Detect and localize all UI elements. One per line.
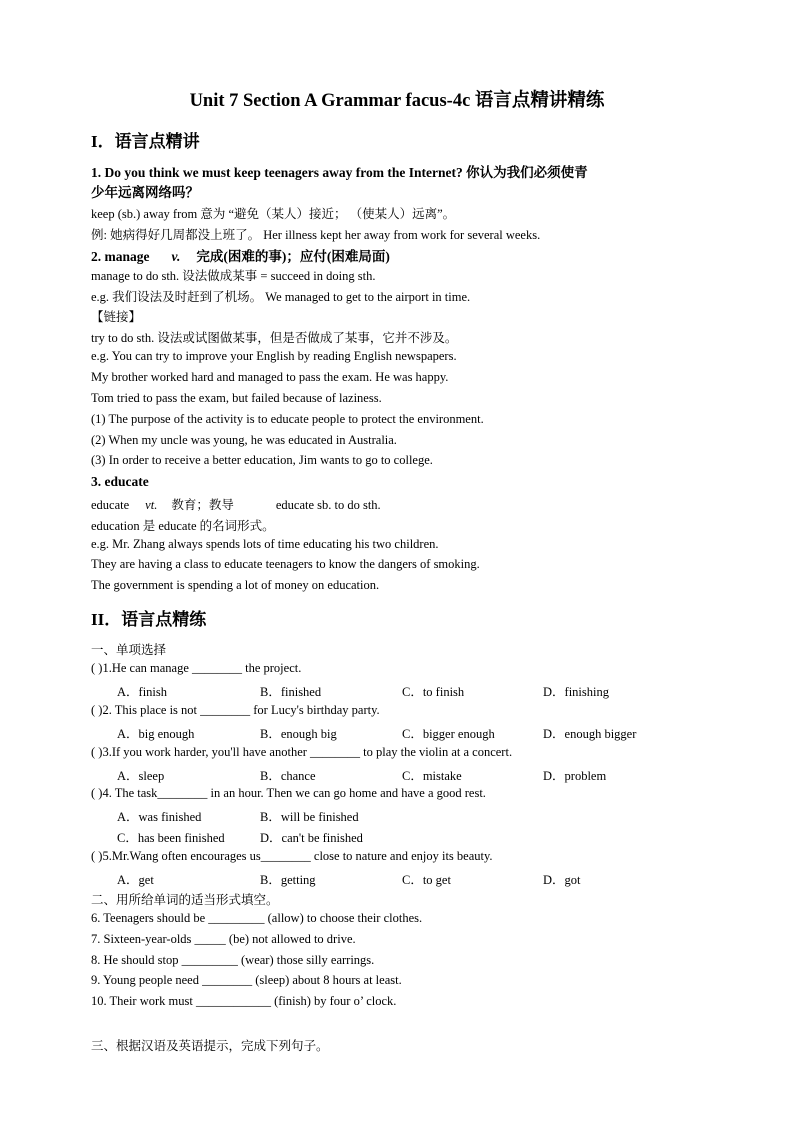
q1-option-a[interactable]: A．finish: [117, 685, 168, 699]
point2-line: (2) When my uncle was young, he was educated in Australia.: [91, 433, 397, 447]
point3-heading: 3. educate: [91, 474, 149, 489]
q2-option-a[interactable]: A．big enough: [117, 727, 195, 741]
point1-question: 1. Do you think we must keep teenagers away from the Internet? 你认为我们必须使青: [91, 165, 588, 180]
fill-question-6: 6. Teenagers should be _________ (allow) to choose their clothes.: [91, 911, 423, 925]
point3-pos: vt.: [145, 498, 158, 512]
point2-line: e.g. You can try to improve your English by reading English newspapers.: [91, 349, 457, 363]
point3-line: [91, 495, 381, 513]
subsection-multiple-choice: 一、单项选择: [91, 643, 167, 657]
q5-option-d[interactable]: D．got: [543, 873, 581, 887]
point1-example: 例: 她病得好几周都没上班了。 Her illness kept her away from work for several weeks.: [91, 228, 541, 242]
point3-word: educate: [91, 498, 130, 512]
page-title: Unit 7 Section A Grammar facus-4c 语言点精讲精练: [189, 91, 605, 111]
q3-option-c[interactable]: C．mistake: [402, 769, 462, 783]
point3-line: The government is spending a lot of money on education.: [91, 578, 380, 592]
point1-question-cont: 少年远离网络吗？: [91, 185, 199, 200]
q3-option-a[interactable]: A．sleep: [117, 769, 165, 783]
section-heading-practice: II．语言点精练: [91, 610, 207, 629]
fill-question-8: 8. He should stop _________ (wear) those silly earrings.: [91, 953, 375, 967]
q3-option-d[interactable]: D．problem: [543, 769, 607, 783]
point2-line: Tom tried to pass the exam, but failed because of laziness.: [91, 391, 382, 405]
fill-question-10: 10. Their work must ____________ (finish) by four o’ clock.: [91, 994, 397, 1008]
q2-option-d[interactable]: D．enough bigger: [543, 727, 637, 741]
question-4: ( )4. The task________ in an hour. Then we can go home and have a good rest.: [91, 786, 486, 800]
question-5: ( )5.Mr.Wang often encourages us________ close to nature and enjoy its beauty.: [91, 849, 493, 863]
point3-line: e.g. Mr. Zhang always spends lots of time educating his two children.: [91, 537, 439, 551]
point3-pattern: educate sb. to do sth.: [275, 498, 381, 512]
point2-pos: v.: [171, 249, 181, 264]
q5-option-a[interactable]: A．get: [117, 873, 154, 887]
point2-line: try to do sth. 设法或试图做某事，但是否做成了某事，它并不涉及。: [91, 331, 458, 345]
q1-option-c[interactable]: C．to finish: [402, 685, 465, 699]
question-1: ( )1.He can manage ________ the project.: [91, 661, 302, 675]
question-3: ( )3.If you work harder, you'll have another ________ to play the violin at a concert.: [91, 745, 513, 759]
q5-option-c[interactable]: C．to get: [402, 873, 451, 887]
q4-option-a[interactable]: A．was finished: [117, 810, 202, 824]
point2-line: (1) The purpose of the activity is to educate people to protect the environment.: [91, 412, 484, 426]
point2-line: (3) In order to receive a better education, Jim wants to go to college.: [91, 453, 433, 467]
point2-line: My brother worked hard and managed to pass the exam. He was happy.: [91, 370, 449, 384]
link-label: 【链接】: [91, 310, 142, 324]
q1-option-d[interactable]: D．finishing: [543, 685, 609, 699]
fill-question-9: 9. Young people need ________ (sleep) about 8 hours at least.: [91, 973, 402, 987]
point3-line: They are having a class to educate teenagers to know the dangers of smoking.: [91, 557, 480, 571]
q3-option-b[interactable]: B．chance: [260, 769, 316, 783]
question-2: ( )2. This place is not ________ for Lucy's birthday party.: [91, 703, 380, 717]
q2-option-c[interactable]: C．bigger enough: [402, 727, 495, 741]
q1-option-b[interactable]: B．finished: [260, 685, 322, 699]
q2-option-b[interactable]: B．enough big: [260, 727, 337, 741]
point2-meaning: 完成(困难的事)；应付(困难局面): [196, 249, 390, 264]
subsection-fill-in: 二、用所给单词的适当形式填空。: [91, 893, 279, 907]
point2-heading: [91, 245, 390, 265]
point3-line: education 是 educate 的名词形式。: [91, 519, 275, 533]
q4-option-b[interactable]: B．will be finished: [260, 810, 359, 824]
q4-option-d[interactable]: D．can't be finished: [260, 831, 363, 845]
point2-line: manage to do sth. 设法做成某事 = succeed in doing sth.: [91, 269, 376, 283]
point2-word: 2. manage: [91, 249, 150, 264]
q4-option-c[interactable]: C．has been finished: [117, 831, 225, 845]
point3-meaning: 教育；教导: [171, 498, 234, 512]
fill-question-7: 7. Sixteen-year-olds _____ (be) not allowed to drive.: [91, 932, 356, 946]
point1-explain: keep (sb.) away from 意为 “避免（某人）接近； （使某人）远离”。: [91, 207, 456, 221]
section-heading-explanation: I．语言点精讲: [91, 132, 200, 151]
subsection-translation: 三、根据汉语及英语提示，完成下列句子。: [91, 1039, 329, 1053]
point2-line: e.g. 我们设法及时赶到了机场。 We managed to get to the airport in time.: [91, 290, 471, 304]
q5-option-b[interactable]: B．getting: [260, 873, 316, 887]
